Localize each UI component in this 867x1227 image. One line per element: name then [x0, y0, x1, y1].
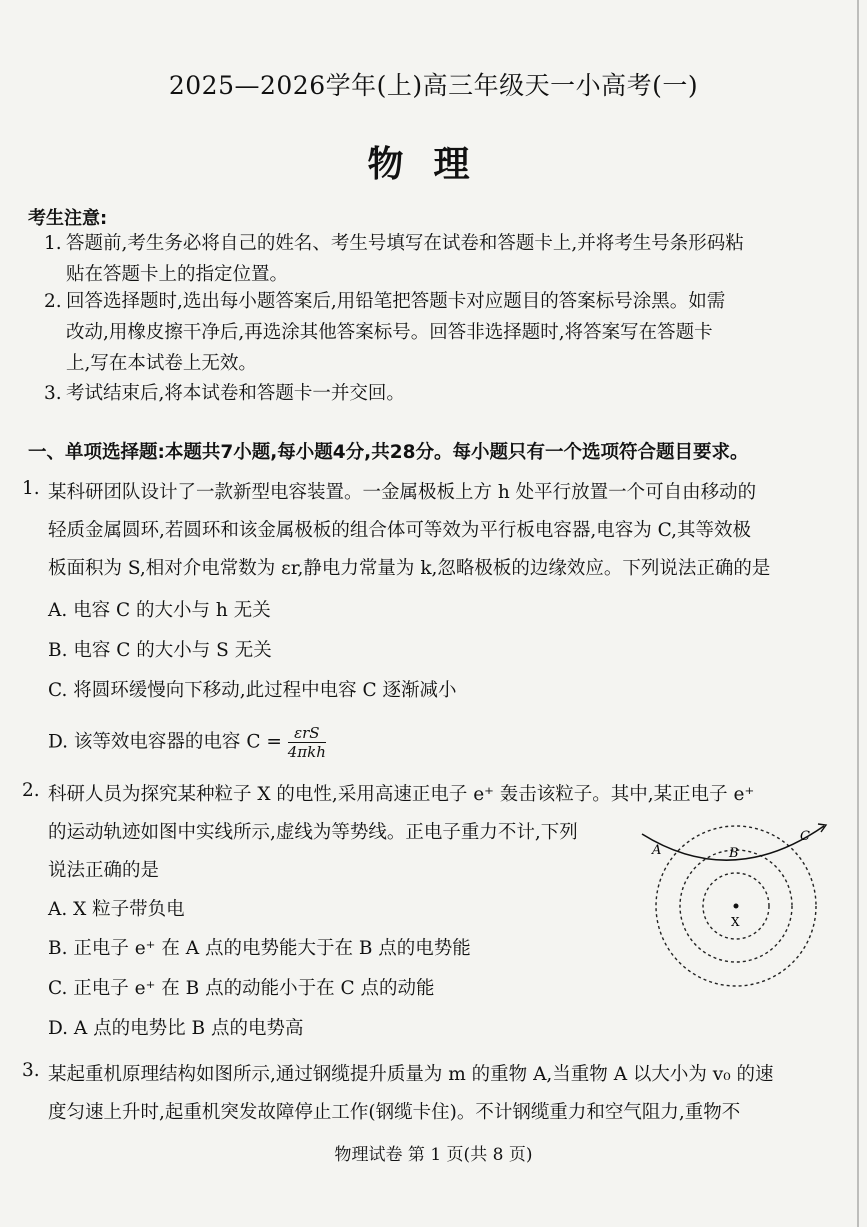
label-x: X — [731, 915, 740, 929]
notice-line: 改动,用橡皮擦干净后,再选涂其他答案标号。回答非选择题时,将答案写在答题卡 — [66, 322, 713, 343]
question-3-line: 某起重机原理结构如图所示,通过钢缆提升质量为 m 的重物 A,当重物 A 以大小为 v₀ 的速 — [48, 1064, 774, 1085]
question-2-line: 说法正确的是 — [48, 860, 160, 881]
question-2-line: 科研人员为探究某种粒子 X 的电性,采用高速正电子 e⁺ 轰击该粒子。其中,某正电子 e⁺ — [48, 784, 755, 805]
question-1-option-d — [48, 724, 326, 761]
section-heading: 一、单项选择题:本题共7小题,每小题4分,共28分。每小题只有一个选项符合题目要求。 — [28, 442, 749, 463]
question-2-line: 的运动轨迹如图中实线所示,虚线为等势线。正电子重力不计,下列 — [48, 822, 578, 843]
notice-item-number: 3. — [44, 383, 62, 404]
question-2-option-d: D. A 点的电势比 B 点的电势高 — [48, 1018, 304, 1039]
notice-line: 考试结束后,将本试卷和答题卡一并交回。 — [66, 383, 405, 404]
notice-item-3 — [44, 378, 826, 409]
question-1-line: 轻质金属圆环,若圆环和该金属极板的组合体可等效为平行板电容器,电容为 C,其等效极 — [48, 520, 752, 541]
question-1-line: 某科研团队设计了一款新型电容装置。一金属极板上方 h 处平行放置一个可自由移动的 — [48, 482, 757, 503]
question-2-option-b: B. 正电子 e⁺ 在 A 点的电势能大于在 B 点的电势能 — [48, 938, 471, 959]
page-footer: 物理试卷 第 1 页(共 8 页) — [334, 1145, 533, 1165]
label-b: B — [729, 846, 739, 861]
notice-item-1 — [44, 228, 826, 290]
question-3-line: 度匀速上升时,起重机突发故障停止工作(钢缆卡住)。不计钢缆重力和空气阻力,重物不 — [48, 1102, 741, 1123]
question-2-option-c: C. 正电子 e⁺ 在 B 点的动能小于在 C 点的动能 — [48, 978, 435, 999]
option-d-text: D. 该等效电容器的电容 C = — [48, 731, 282, 753]
exam-title: 2025—2026学年(上)高三年级天一小高考(一) — [168, 71, 699, 100]
notice-line: 回答选择题时,选出每小题答案后,用铅笔把答题卡对应题目的答案标号涂黑。如需 — [66, 291, 726, 312]
equipotential-diagram — [636, 820, 836, 1010]
formula-denominator: 4πkh — [287, 743, 326, 761]
notice-line: 答题前,考生务必将自己的姓名、考生号填写在试卷和答题卡上,并将考生号条形码粘 — [66, 233, 744, 254]
notice-item-number: 1. — [44, 233, 62, 254]
question-number: 2. — [22, 780, 40, 801]
question-number: 1. — [22, 478, 40, 499]
question-1-line: 板面积为 S,相对介电常数为 εr,静电力常量为 k,忽略极板的边缘效应。下列说法正确的是 — [48, 558, 771, 579]
question-1-option-b: B. 电容 C 的大小与 S 无关 — [48, 640, 272, 661]
notice-item-2 — [44, 286, 826, 379]
particle-x-dot — [734, 904, 739, 909]
formula-numerator: εrS — [288, 724, 326, 743]
label-c: C — [800, 829, 810, 844]
label-a: A — [652, 843, 662, 858]
notice-line: 贴在答题卡上的指定位置。 — [66, 264, 289, 285]
question-1-option-a: A. 电容 C 的大小与 h 无关 — [48, 600, 271, 621]
notice-line: 上,写在本试卷上无效。 — [66, 353, 257, 374]
question-number: 3. — [22, 1060, 40, 1081]
notice-heading: 考生注意: — [28, 208, 108, 229]
notice-item-number: 2. — [44, 291, 62, 312]
capacitance-formula — [288, 724, 326, 761]
question-1-option-c: C. 将圆环缓慢向下移动,此过程中电容 C 逐渐减小 — [48, 680, 457, 701]
question-2-option-a: A. X 粒子带负电 — [48, 899, 185, 920]
subject-title: 物理 — [367, 144, 500, 185]
